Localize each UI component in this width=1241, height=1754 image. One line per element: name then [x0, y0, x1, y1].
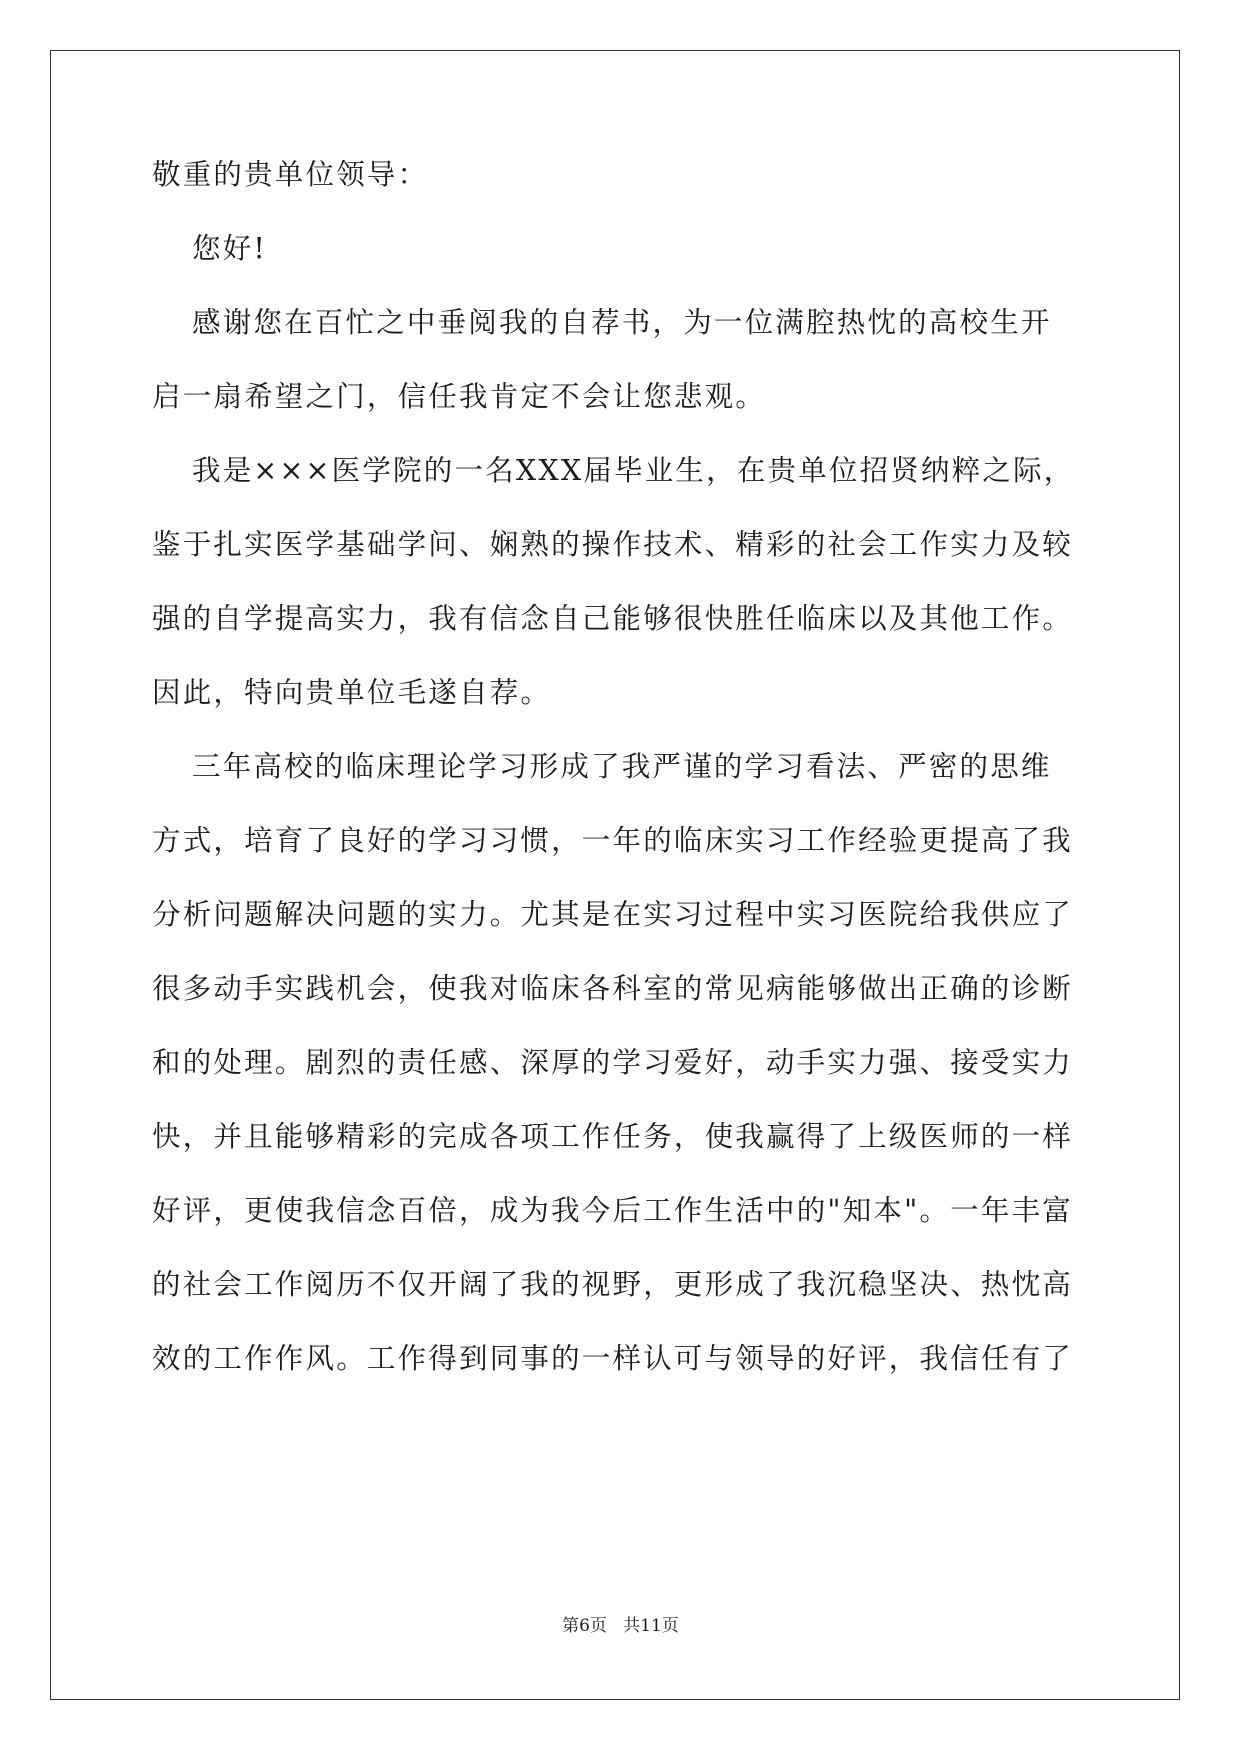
paragraph-2-line-3: 强的自学提高实力，我有信念自己能够很快胜任临床以及其他工作。	[152, 602, 1074, 635]
paragraph-3-line-5: 和的处理。剧烈的责任感、深厚的学习爱好，动手实力强、接受实力	[152, 1046, 1074, 1079]
page-number-footer: 第6页 共11页	[562, 1616, 679, 1636]
paragraph-1-line-1: 感谢您在百忙之中垂阅我的自荐书，为一位满腔热忱的高校生开	[192, 306, 1052, 339]
paragraph-3-line-1: 三年高校的临床理论学习形成了我严谨的学习看法、严密的思维	[192, 750, 1052, 783]
paragraph-3-line-7: 好评，更使我信念百倍，成为我今后工作生活中的"知本"。一年丰富	[152, 1194, 1073, 1227]
paragraph-3-line-9: 效的工作作风。工作得到同事的一样认可与领导的好评，我信任有了	[152, 1342, 1074, 1375]
paragraph-3-line-3: 分析问题解决问题的实力。尤其是在实习过程中实习医院给我供应了	[152, 898, 1074, 931]
paragraph-3-line-2: 方式，培育了良好的学习习惯，一年的临床实习工作经验更提高了我	[152, 824, 1074, 857]
salutation: 敬重的贵单位领导：	[152, 158, 429, 191]
paragraph-1-line-2: 启一扇希望之门，信任我肯定不会让您悲观。	[152, 380, 767, 413]
paragraph-3-line-8: 的社会工作阅历不仅开阔了我的视野，更形成了我沉稳坚决、热忱高	[152, 1268, 1074, 1301]
page-border	[50, 50, 1180, 1700]
paragraph-3-line-6: 快，并且能够精彩的完成各项工作任务，使我赢得了上级医师的一样	[152, 1120, 1074, 1153]
paragraph-2-line-1: 我是×××医学院的一名XXX届毕业生，在贵单位招贤纳粹之际，	[192, 454, 1075, 487]
paragraph-3-line-4: 很多动手实践机会，使我对临床各科室的常见病能够做出正确的诊断	[152, 972, 1074, 1005]
greeting: 您好!	[192, 232, 268, 265]
paragraph-2-line-2: 鉴于扎实医学基础学问、娴熟的操作技术、精彩的社会工作实力及较	[152, 528, 1074, 561]
paragraph-2-line-4: 因此，特向贵单位毛遂自荐。	[152, 676, 552, 709]
